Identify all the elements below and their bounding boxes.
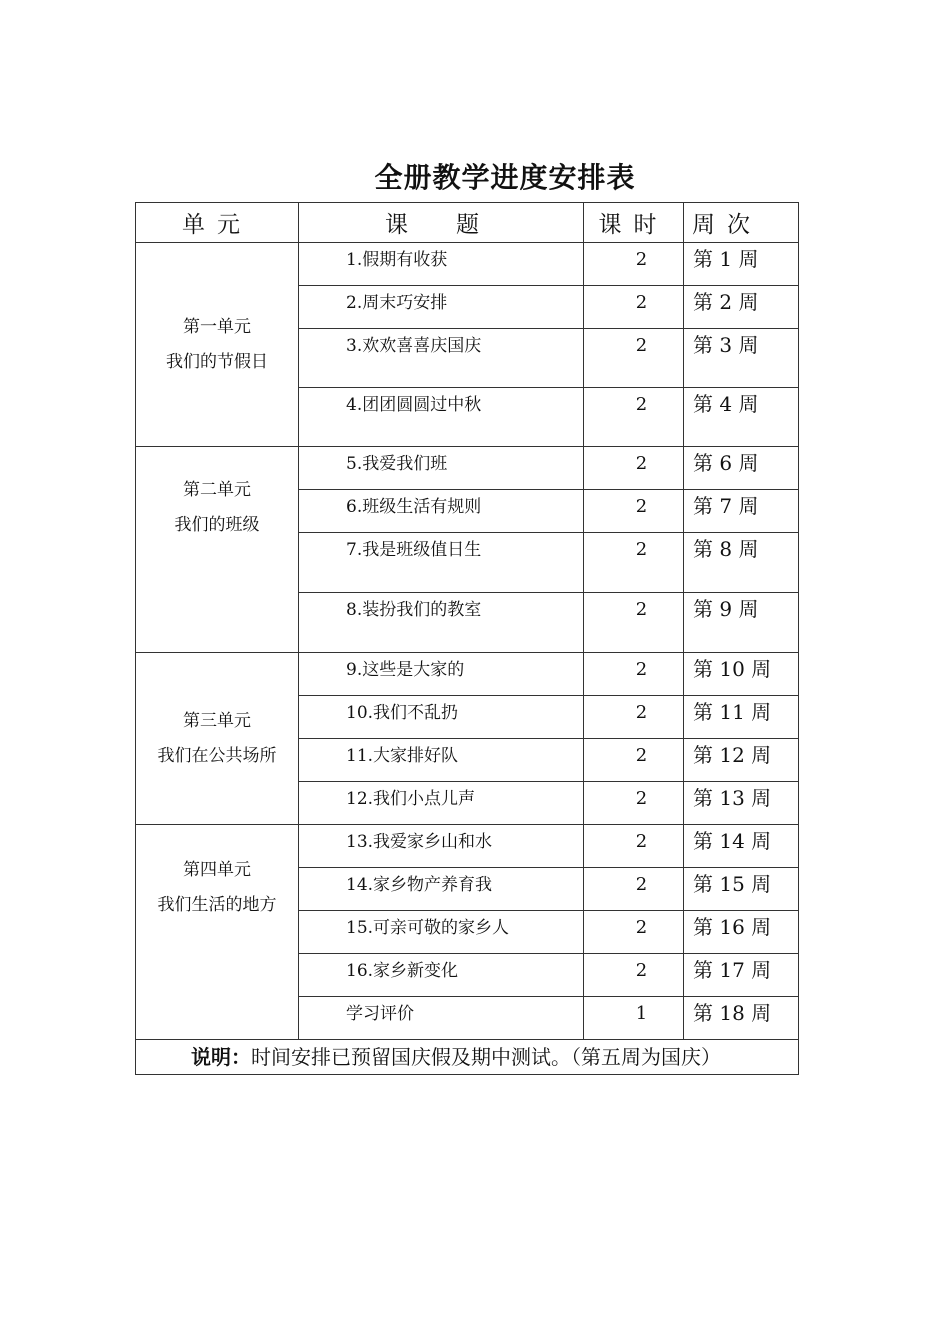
table-row: [136, 825, 799, 868]
note-text: 时间安排已预留国庆假及期中测试。（第五周为国庆）: [251, 1045, 721, 1069]
lesson-hours: 2: [584, 533, 684, 593]
lesson-topic: 8.装扮我们的教室: [299, 593, 584, 653]
unit-name: 第二单元: [183, 480, 251, 500]
unit-cell: [136, 243, 299, 447]
lesson-hours: 2: [584, 782, 684, 825]
lesson-hours: 2: [584, 329, 684, 388]
header-unit: 单元: [136, 203, 299, 243]
lesson-week: 第 18 周: [684, 997, 799, 1040]
lesson-topic: 4.团团圆圆过中秋: [299, 388, 584, 447]
lesson-week: 第 12 周: [684, 739, 799, 782]
unit-subtitle: 我们的节假日: [166, 351, 268, 372]
lesson-hours: 2: [584, 653, 684, 696]
lesson-week: 第 17 周: [684, 954, 799, 997]
lesson-hours: 2: [584, 868, 684, 911]
lesson-week: 第 14 周: [684, 825, 799, 868]
lesson-week: 第 3 周: [684, 329, 799, 388]
page-title: 全册教学进度安排表: [374, 161, 636, 194]
lesson-week: 第 6 周: [684, 447, 799, 490]
unit-subtitle: 我们的班级: [174, 515, 260, 535]
lesson-week: 第 1 周: [684, 243, 799, 286]
lesson-topic: 7.我是班级值日生: [299, 533, 584, 593]
unit-cell: [136, 653, 299, 825]
lesson-week: 第 2 周: [684, 286, 799, 329]
lesson-topic: 12.我们小点儿声: [299, 782, 584, 825]
note-cell: [136, 1040, 799, 1075]
header-week: 周次: [684, 203, 799, 243]
lesson-topic: 6.班级生活有规则: [299, 490, 584, 533]
lesson-week: 第 9 周: [684, 593, 799, 653]
lesson-topic: 14.家乡物产养育我: [299, 868, 584, 911]
unit-cell: [136, 825, 299, 1040]
lesson-hours: 2: [584, 490, 684, 533]
lesson-hours: 2: [584, 447, 684, 490]
lesson-hours: 2: [584, 954, 684, 997]
table-row: [136, 243, 799, 286]
unit-subtitle: 我们生活的地方: [157, 895, 277, 915]
lesson-week: 第 11 周: [684, 696, 799, 739]
lesson-topic: 13.我爱家乡山和水: [299, 825, 584, 868]
lesson-hours: 2: [584, 243, 684, 286]
lesson-hours: 2: [584, 825, 684, 868]
lesson-hours: 2: [584, 911, 684, 954]
unit-name: 第三单元: [183, 710, 251, 731]
lesson-topic: 1.假期有收获: [299, 243, 584, 286]
table-row: [136, 653, 799, 696]
lesson-topic: 5.我爱我们班: [299, 447, 584, 490]
lesson-week: 第 10 周: [684, 653, 799, 696]
schedule-table: [135, 202, 799, 1075]
unit-name: 第一单元: [183, 316, 251, 337]
unit-cell: [136, 447, 299, 653]
lesson-topic: 2.周末巧安排: [299, 286, 584, 329]
lesson-week: 第 13 周: [684, 782, 799, 825]
lesson-topic: 11.大家排好队: [299, 739, 584, 782]
lesson-week: 第 16 周: [684, 911, 799, 954]
lesson-hours: 2: [584, 696, 684, 739]
lesson-hours: 1: [584, 997, 684, 1040]
lesson-topic: 学习评价: [299, 997, 584, 1040]
note-row: [136, 1040, 799, 1075]
note-label: 说明：: [191, 1045, 251, 1069]
lesson-week: 第 7 周: [684, 490, 799, 533]
lesson-topic: 3.欢欢喜喜庆国庆: [299, 329, 584, 388]
header-hours: 课时: [584, 203, 684, 243]
lesson-topic: 9.这些是大家的: [299, 653, 584, 696]
lesson-topic: 16.家乡新变化: [299, 954, 584, 997]
lesson-hours: 2: [584, 388, 684, 447]
lesson-week: 第 8 周: [684, 533, 799, 593]
lesson-hours: 2: [584, 286, 684, 329]
header-row: [136, 203, 799, 243]
lesson-topic: 15.可亲可敬的家乡人: [299, 911, 584, 954]
lesson-hours: 2: [584, 593, 684, 653]
lesson-week: 第 4 周: [684, 388, 799, 447]
unit-name: 第四单元: [183, 860, 251, 880]
unit-subtitle: 我们在公共场所: [157, 745, 277, 766]
lesson-hours: 2: [584, 739, 684, 782]
lesson-week: 第 15 周: [684, 868, 799, 911]
table-row: [136, 447, 799, 490]
header-topic: 课题: [299, 203, 584, 243]
lesson-topic: 10.我们不乱扔: [299, 696, 584, 739]
